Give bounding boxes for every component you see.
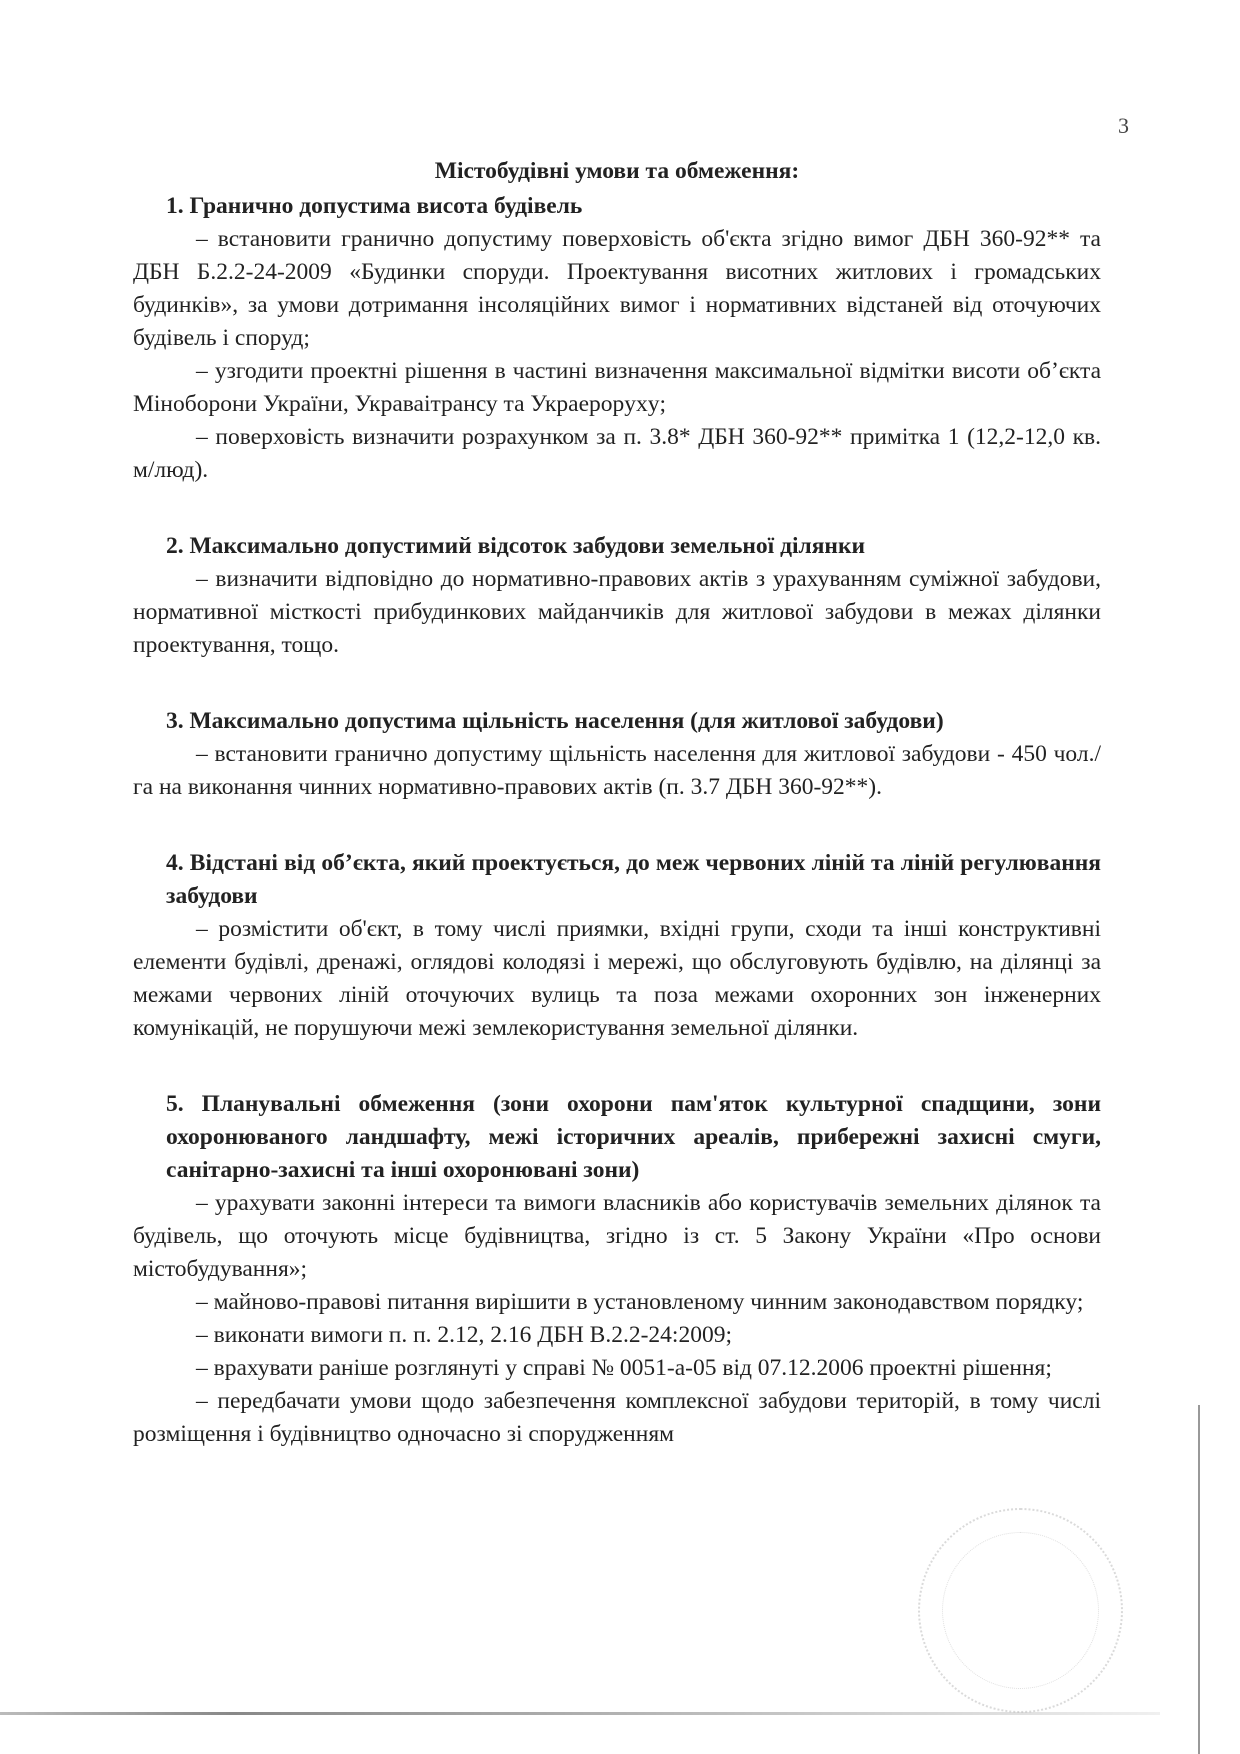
- section-1-paragraph-1: – встановити гранично допустиму поверховість об'єкта згідно вимог ДБН 360-92** та ДБН Б.2.2-24-2009 «Будинки споруди. Проектування висотних житлових і громадських будинків», за умови дотримання інсоляційних вимог і нормативних відстаней від оточуючих будівель і споруд;: [133, 226, 1101, 351]
- document-title: Містобудівні умови та обмеження:: [434, 158, 800, 184]
- scan-edge-line-bottom: [0, 1712, 1160, 1715]
- section-2-paragraph-1: – визначити відповідно до нормативно-правових актів з урахуванням суміжної забудови, нормативної місткості прибудинкових майданчиків для житлової забудови в межах ділянки проектування, тощо.: [133, 566, 1101, 658]
- page-number: 3: [1118, 113, 1129, 138]
- section-5-paragraph-4: – врахувати раніше розглянуті у справі № 0051-а-05 від 07.12.2006 проектні рішення;: [196, 1355, 1052, 1381]
- section-1-paragraph-2: – узгодити проектні рішення в частині визначення максимальної відмітки висоти об’єкта Міноборони України, Украваітрансу та Украерорyxy;: [133, 358, 1101, 417]
- section-2-heading: 2. Максимально допустимий відсоток забудови земельної ділянки: [166, 533, 866, 559]
- document-body: [133, 155, 1101, 1451]
- section-5-paragraph-5: – передбачати умови щодо забезпечення комплексної забудови територій, в тому числі розміщення і будівництво одночасно зі спорудженням: [133, 1388, 1101, 1447]
- section-1-paragraph-3: – поверховість визначити розрахунком за п. 3.8* ДБН 360-92** примітка 1 (12,2-12,0 кв. м/люд).: [133, 424, 1101, 483]
- section-4-paragraph-1: – розмістити об'єкт, в тому числі приямки, вхідні групи, сходи та інші конструктивні елементи будівлі, дренажі, оглядові колодязі і мережі, що обслуговують будівлю, на ділянці за межами червоних ліній оточуючих вулиць та поза межами охоронних зон інженерних комунікацій, не порушуючи межі землекористування земельної ділянки.: [133, 916, 1101, 1041]
- section-1-heading: 1. Гранично допустима висота будівель: [166, 193, 583, 219]
- section-4-heading: 4. Відстані від об’єкта, який проектується, до меж червоних ліній та ліній регулювання забудови: [166, 850, 1101, 909]
- section-5-heading: 5. Планувальні обмеження (зони охорони пам'яток культурної спадщини, зони охоронюваного ландшафту, межі історичних ареалів, прибережні захисні смуги, санітарно-захисні та інші охоронювані зони): [166, 1091, 1101, 1183]
- section-5-paragraph-1: – урахувати законні інтереси та вимоги власників або користувачів земельних ділянок та будівель, що оточують місце будівництва, згідно із ст. 5 Закону України «Про основи містобудування»;: [133, 1190, 1101, 1282]
- section-5-paragraph-2: – майново-правові питання вирішити в установленому чинним законодавством порядку;: [196, 1289, 1084, 1315]
- section-3-paragraph-1: – встановити гранично допустиму щільність населення для житлової забудови - 450 чол./га на виконання чинних нормативно-правових актів (п. 3.7 ДБН 360-92**).: [133, 741, 1101, 800]
- section-5-paragraph-3: – виконати вимоги п. п. 2.12, 2.16 ДБН В.2.2-24:2009;: [196, 1322, 732, 1348]
- faded-seal-stamp: [918, 1508, 1123, 1713]
- section-3-heading: 3. Максимально допустима щільність населення (для житлової забудови): [166, 708, 944, 734]
- scan-edge-line-right: [1198, 1405, 1200, 1754]
